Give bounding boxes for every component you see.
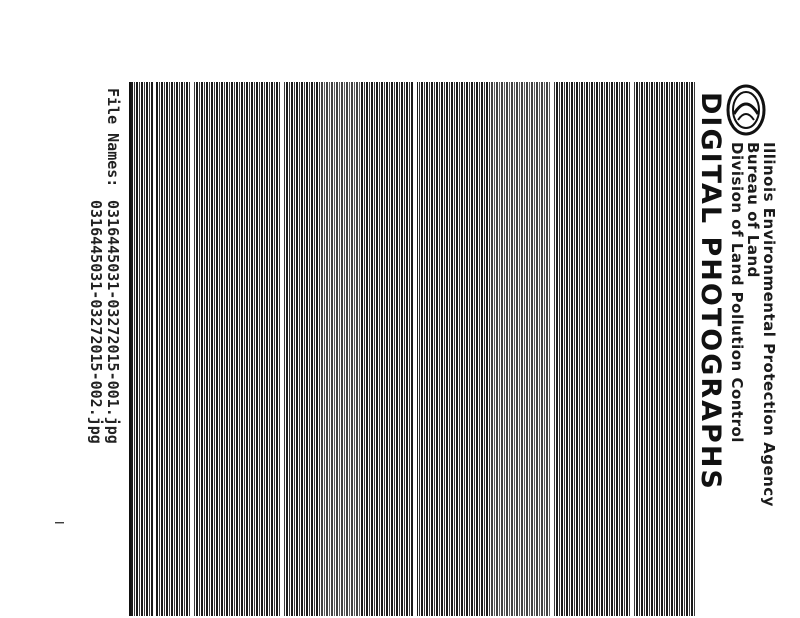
file-names-label: File Names: bbox=[104, 88, 122, 188]
division-name: Division of Land Pollution Control bbox=[728, 142, 746, 443]
file-name-2: 0316445031-03272015-002.jpg bbox=[87, 200, 105, 444]
page-title: DIGITAL PHOTOGRAPHS bbox=[695, 92, 726, 491]
iepa-seal-icon bbox=[726, 84, 766, 136]
page-mark: I bbox=[52, 521, 66, 525]
file-name-1: 0316445031-03272015-001.jpg bbox=[104, 200, 122, 444]
scanned-photo-area bbox=[129, 82, 695, 616]
bureau-name: Bureau of Land bbox=[744, 142, 762, 278]
agency-name: Illinois Environmental Protection Agency bbox=[760, 142, 778, 507]
